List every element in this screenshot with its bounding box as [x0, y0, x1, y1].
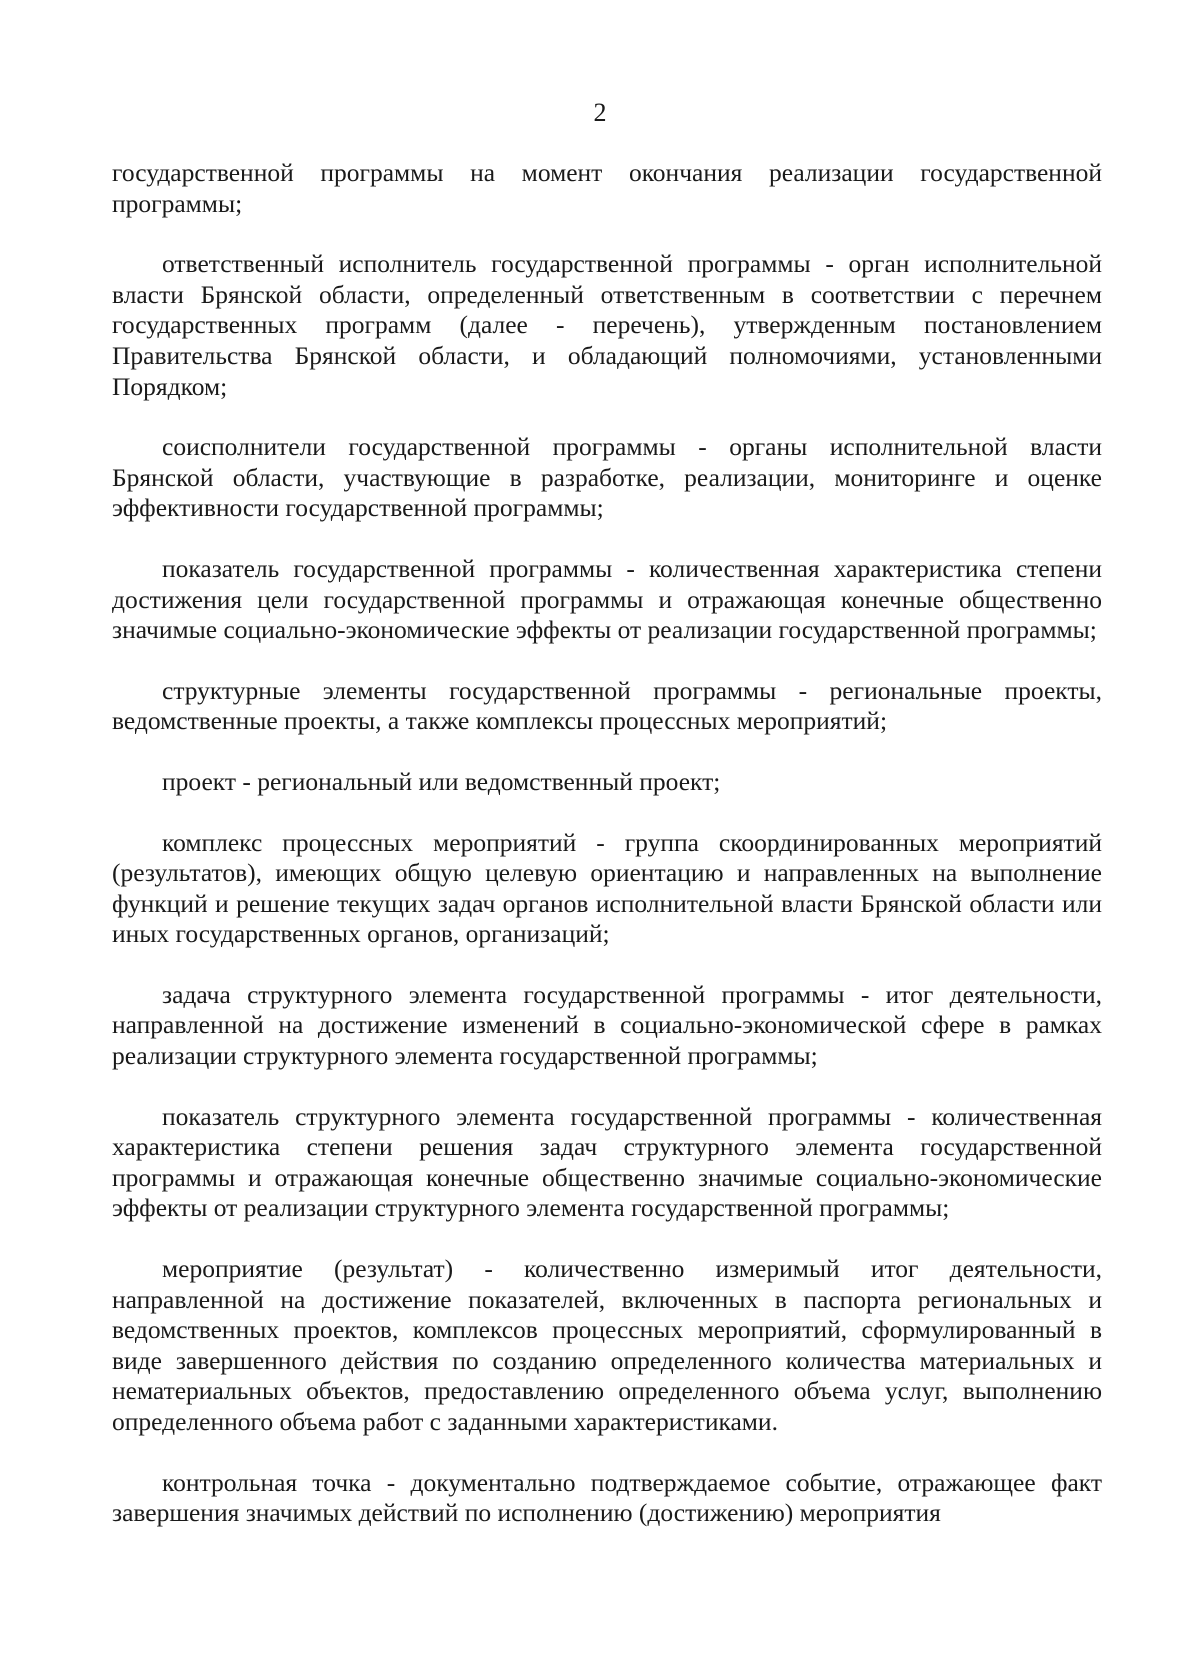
paragraph-structural-task: задача структурного элемента государственной программы - итог деятельности, направленной на достижение изменений в социально-экономической сфере в рамках реализации структурного элемента государственной программы;	[112, 979, 1102, 1071]
page-number: 2	[593, 98, 607, 127]
paragraph-control-point: контрольная точка - документально подтверждаемое событие, отражающее факт завершения значимых действий по исполнению (достижению) мероприятия	[112, 1467, 1102, 1528]
paragraph-event-result: мероприятие (результат) - количественно измеримый итог деятельности, направленной на достижение показателей, включенных в паспорта региональных и ведомственных проектов, комплексов процессных мероприятий, сформулированный в виде завершенного действия по созданию определенного количества материальных и нематериальных объектов, предоставлению определенного объема услуг, выполнению определенного объема работ с заданными характеристиками.	[112, 1254, 1102, 1436]
document-body	[112, 158, 1102, 1529]
paragraph-process-complex: комплекс процессных мероприятий - группа скоординированных мероприятий (результатов), имеющих общую целевую ориентацию и направленных на выполнение функций и решение текущих задач органов исполнительной власти Брянской области или иных государственных органов, организаций;	[112, 827, 1102, 949]
paragraph-responsible-executor: ответственный исполнитель государственной программы - орган исполнительной власти Брянской области, определенный ответственным в соответствии с перечнем государственных программ (далее - перечень), утвержденным постановлением Правительства Брянской области, и обладающий полномочиями, установленными Порядком;	[112, 249, 1102, 401]
paragraph-co-executors: соисполнители государственной программы - органы исполнительной власти Брянской области, участвующие в разработке, реализации, мониторинге и оценке эффективности государственной программы;	[112, 432, 1102, 523]
paragraph-program-indicator: показатель государственной программы - количественная характеристика степени достижения цели государственной программы и отражающая конечные общественно значимые социально-экономические эффекты от реализации государственной программы;	[112, 553, 1102, 645]
paragraph-continuation: государственной программы на момент окончания реализации государственной программы;	[112, 158, 1102, 218]
paragraph-structural-elements: структурные элементы государственной программы - региональные проекты, ведомственные проекты, а также комплексы процессных мероприятий;	[112, 675, 1102, 736]
paragraph-project: проект - региональный или ведомственный проект;	[162, 766, 721, 796]
paragraph-structural-indicator: показатель структурного элемента государственной программы - количественная характеристика степени решения задач структурного элемента государственной программы и отражающая конечные общественно значимые социально-экономические эффекты от реализации структурного элемента государственной программы;	[112, 1101, 1102, 1223]
